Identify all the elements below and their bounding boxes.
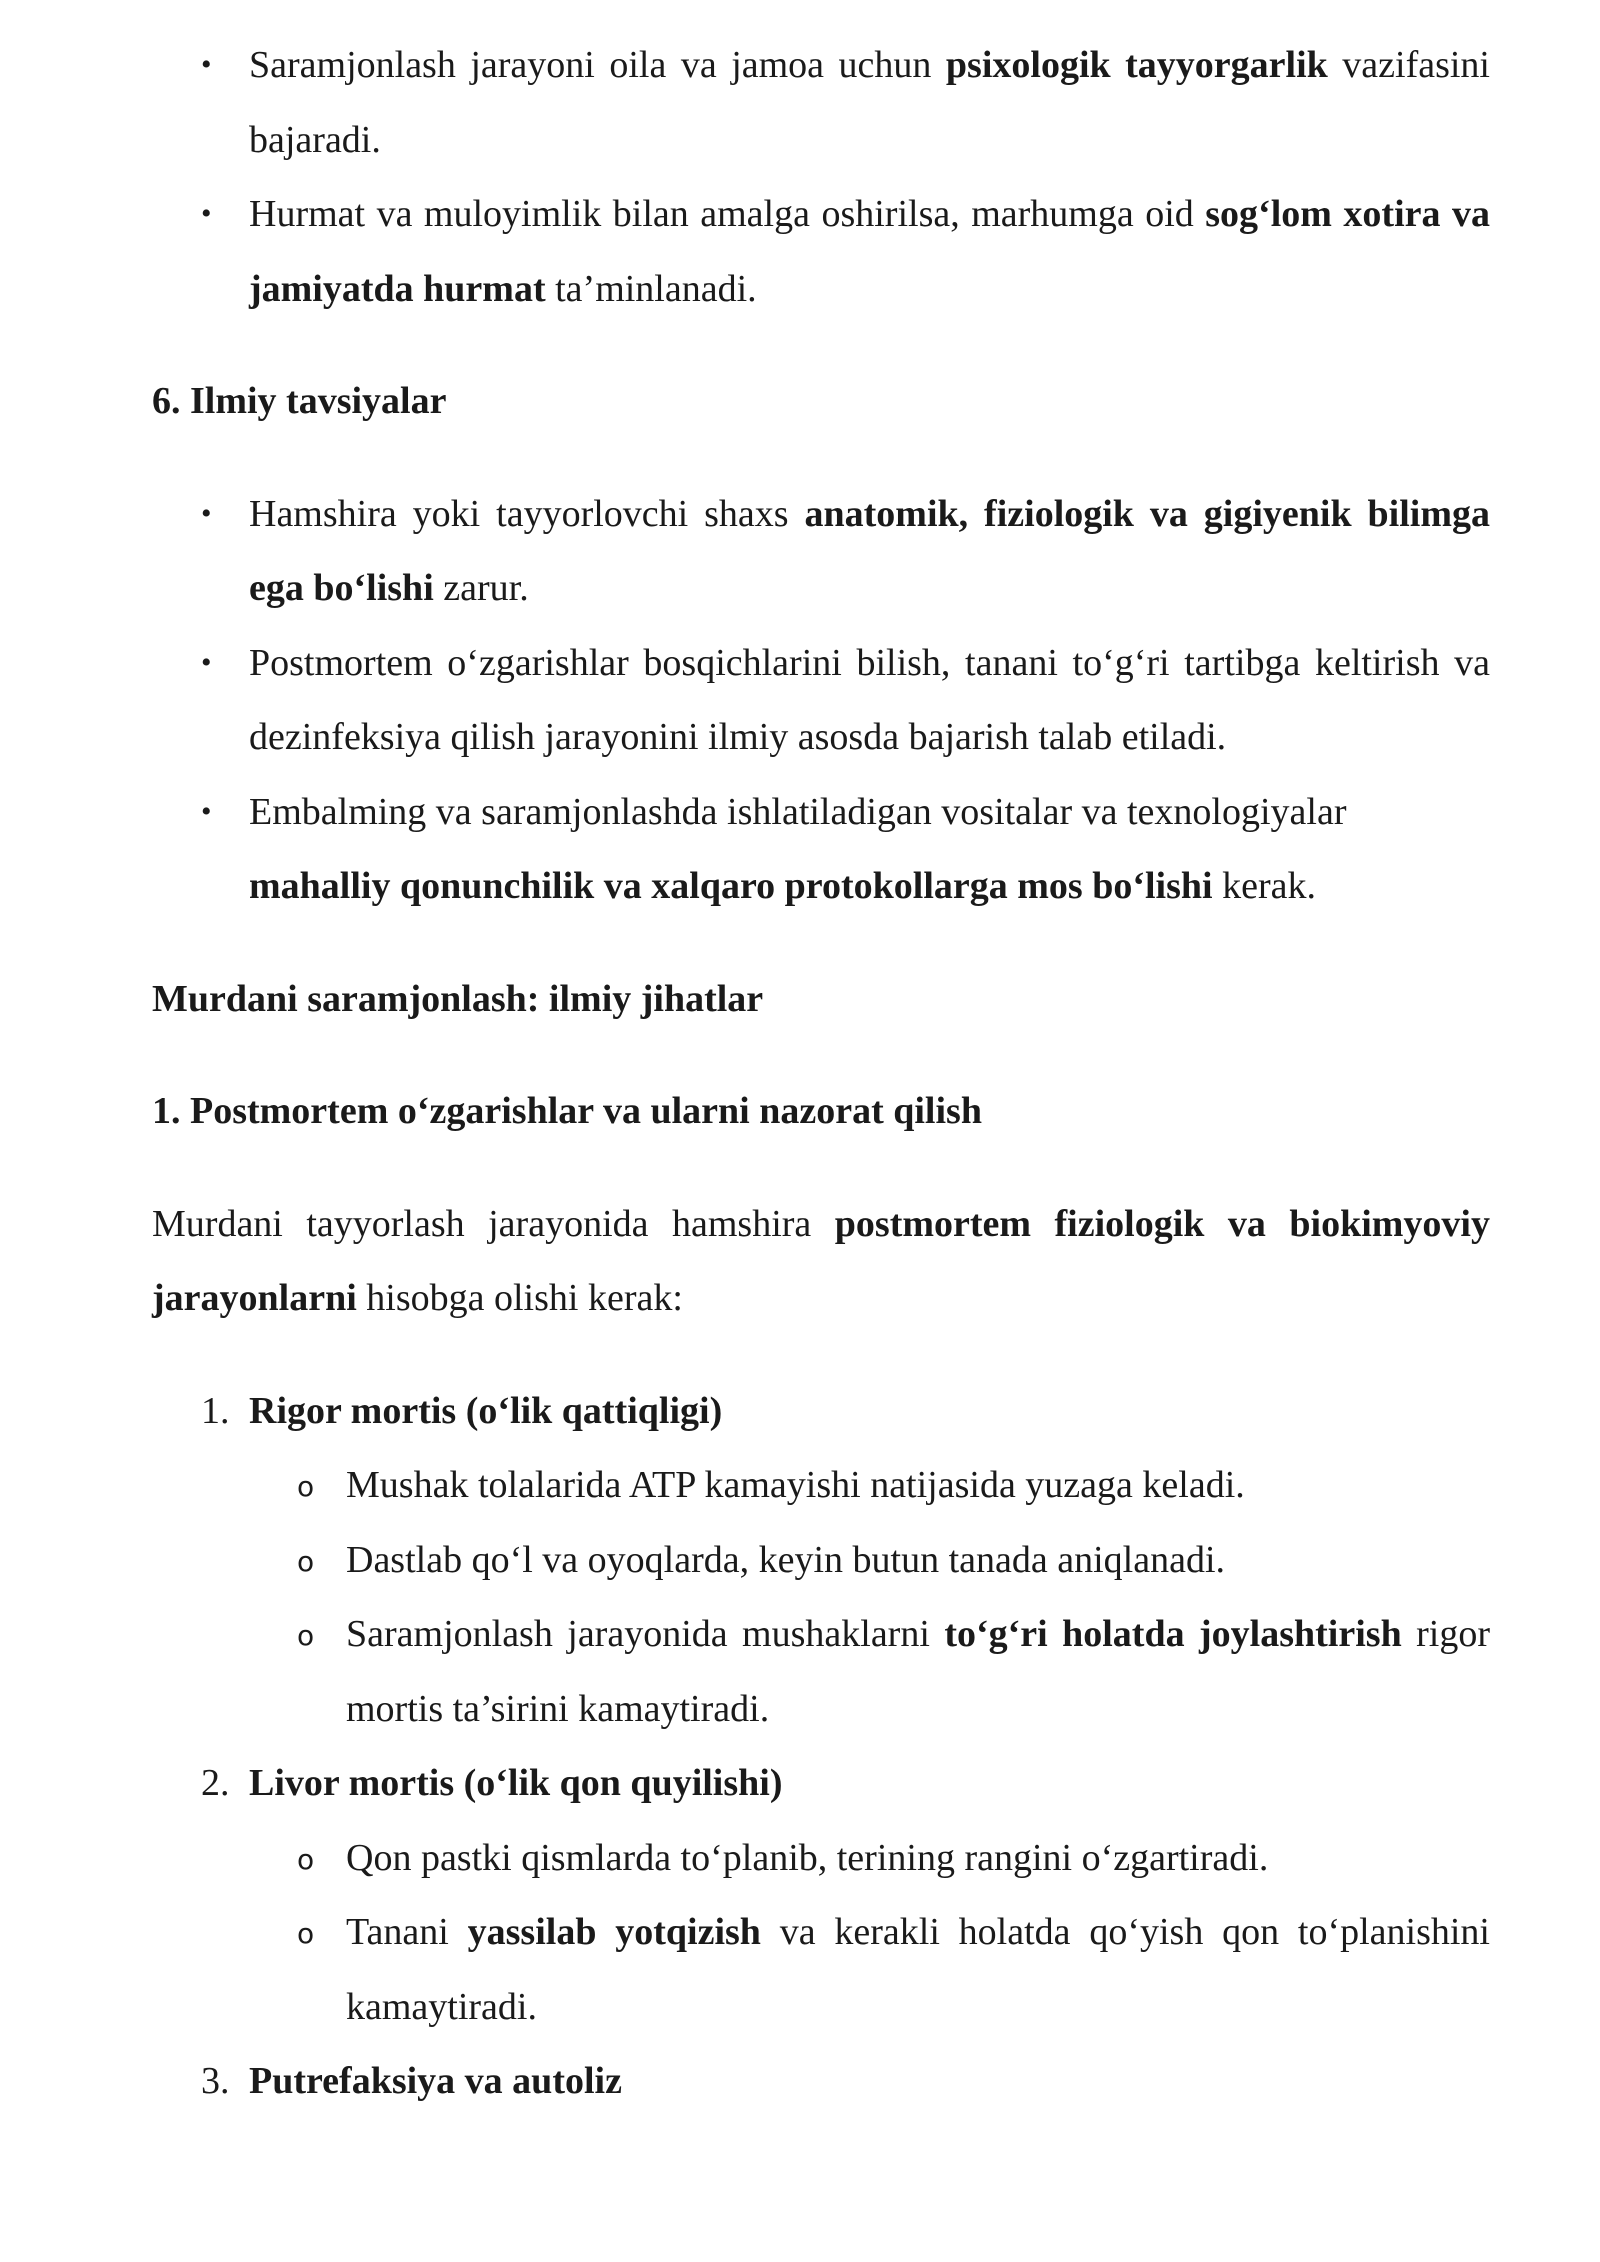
sub-item <box>152 1448 1490 1523</box>
bullet-marker: • <box>201 496 212 530</box>
text-span: Saramjonlash jarayoni oila va jamoa uchun <box>249 44 946 86</box>
text-span: Saramjonlash jarayonida mushaklarni <box>346 1613 945 1655</box>
bold-text: psixologik tayyorgarlik <box>945 44 1328 86</box>
bold-text: sog‘lom xotira va jamiyatda hurmat <box>249 193 1490 310</box>
bold-text: postmortem fiziologik va biokimyoviy jarayonlarni <box>152 1202 1490 1319</box>
text-span: vazifasini bajaradi. <box>249 44 1490 161</box>
sub-item <box>152 1895 1490 2044</box>
text-span: Hamshira yoki tayyorlovchi shaxs <box>249 492 805 535</box>
text-span: Embalming va saramjonlashda ishlatiladigan vositalar va texnologiyalar <box>249 790 1347 833</box>
intro-paragraph <box>152 1187 1490 1336</box>
list-item <box>152 477 1490 626</box>
bold-text: to‘g‘ri holatda joylashtirish <box>944 1613 1402 1655</box>
section-heading: 6. Ilmiy tavsiyalar <box>152 380 447 422</box>
circle-marker: o <box>297 1470 315 1503</box>
number-marker: 2. <box>201 1762 230 1804</box>
text-span: Tanani <box>346 1911 468 1953</box>
number-marker: 3. <box>201 2060 230 2102</box>
number-marker: 1. <box>201 1389 230 1432</box>
text-span: Mushak tolalarida ATP kamayishi natijasida yuzaga keladi. <box>346 1464 1245 1506</box>
sub-item <box>152 1821 1490 1896</box>
text-span: Hurmat va muloyimlik bilan amalga oshirilsa, marhumga oid <box>249 193 1206 235</box>
list-item <box>152 775 1490 924</box>
circle-marker: o <box>297 1917 315 1950</box>
numbered-list <box>152 1374 1490 2119</box>
sub-item <box>152 1523 1490 1598</box>
circle-marker: o <box>297 1544 315 1578</box>
numbered-item <box>152 1746 1490 2044</box>
bullet-marker: • <box>201 48 212 81</box>
bold-text: anatomik, fiziologik va gigiyenik bilimga ega bo‘lishi <box>249 492 1490 609</box>
list-item <box>152 28 1490 177</box>
text-span: hisobga olishi kerak: <box>356 1277 683 1319</box>
document-page <box>152 28 1490 2119</box>
item-title: Livor mortis (o‘lik qon quyilishi) <box>249 1762 783 1804</box>
circle-marker: o <box>297 1842 315 1876</box>
item-title: Rigor mortis (o‘lik qattiqligi) <box>249 1389 723 1432</box>
bullet-marker: • <box>201 645 212 679</box>
text-span: rigor mortis ta’sirini kamaytiradi. <box>346 1613 1490 1730</box>
text-span: ta’minlanadi. <box>545 267 757 310</box>
list-item <box>152 626 1490 775</box>
text-span: Qon pastki qismlarda to‘planib, terining rangini o‘zgartiradi. <box>346 1836 1269 1879</box>
main-heading: Murdani saramjonlash: ilmiy jihatlar <box>152 977 764 1020</box>
numbered-item <box>152 2044 1490 2119</box>
circle-marker: o <box>297 1619 315 1652</box>
numbered-item <box>152 1374 1490 1747</box>
sub-list <box>152 1448 1490 1746</box>
text-span: kerak. <box>1212 865 1316 907</box>
bullet-marker: • <box>201 197 212 230</box>
list-item <box>152 177 1490 326</box>
sub-item <box>152 1597 1490 1746</box>
text-span: Dastlab qo‘l va oyoqlarda, keyin butun tanada aniqlanadi. <box>346 1538 1226 1581</box>
sub-list <box>152 1821 1490 2045</box>
top-bullet-list <box>152 28 1490 326</box>
item-title: Putrefaksiya va autoliz <box>249 2060 622 2102</box>
sub-heading: 1. Postmortem o‘zgarishlar va ularni nazorat qilish <box>152 1090 982 1132</box>
text-span: Murdani tayyorlash jarayonida hamshira <box>152 1202 835 1245</box>
bullet-marker: • <box>201 794 212 828</box>
section6-bullet-list <box>152 477 1490 924</box>
bold-text: yassilab yotqizish <box>467 1911 761 1953</box>
text-span: Postmortem o‘zgarishlar bosqichlarini bilish, tanani to‘g‘ri tartibga keltirish va dezinfeksiya qilish jarayonini ilmiy asosda bajarish talab etiladi. <box>249 641 1490 758</box>
text-span: va kerakli holatda qo‘yish qon to‘planishini kamaytiradi. <box>346 1911 1490 2028</box>
text-span: zarur. <box>433 567 529 609</box>
bold-text: mahalliy qonunchilik va xalqaro protokollarga mos bo‘lishi <box>249 865 1213 907</box>
